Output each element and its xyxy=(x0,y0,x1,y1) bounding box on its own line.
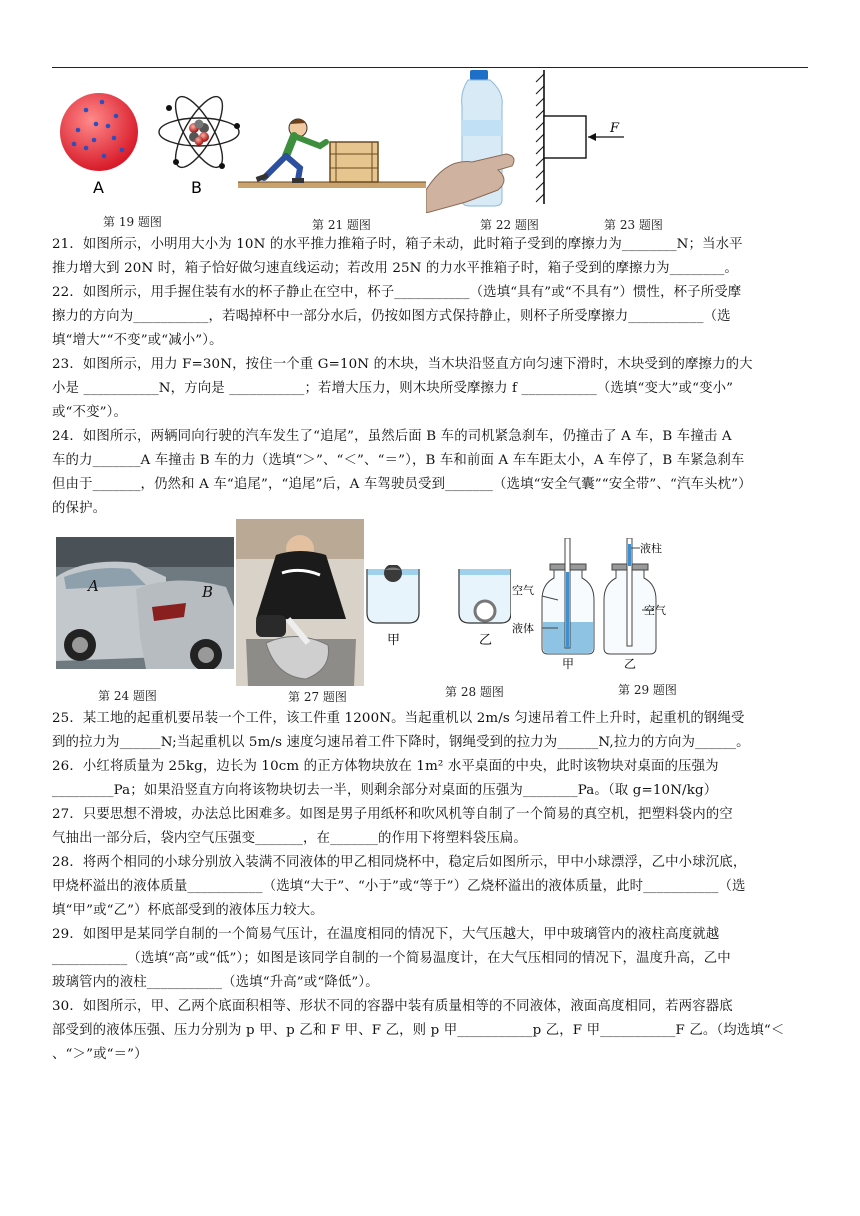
liquid-column-label: 液柱 xyxy=(640,542,662,555)
question-line: 24．如图所示，两辆同向行驶的汽车发生了“追尾”，虽然后面 B 车的司机紧急刹车，仍撞击了 A 车，B 车撞击 A xyxy=(52,429,732,444)
figure-27 xyxy=(236,519,364,686)
question-line: 29．如图甲是某同学自制的一个简易气压计，在温度相同的情况下，大气压越大，甲中玻璃管内的液柱高度就越 xyxy=(52,927,720,942)
question-line: 擦力的方向为___________，若喝掉杯中一部分水后，仍按如图方式保持静止，则杯子所受摩擦力___________（选 xyxy=(52,309,731,324)
homemade-vacuum-machine-photo xyxy=(236,519,364,686)
question-line: 玻璃管内的液柱___________（选填“升高”或“降低”）。 xyxy=(52,975,379,990)
boy-pushing-box-illustration xyxy=(238,108,426,190)
question-line: ___________（选填“高”或“低”）；如图是该同学自制的一个简易温度计，在大气压相同的情况下，温度升高，乙中 xyxy=(52,951,731,966)
figure-29 xyxy=(512,538,668,672)
header-rule xyxy=(52,67,808,68)
question-27 xyxy=(52,803,812,851)
liquid-label: 液体 xyxy=(512,622,534,635)
hand-holding-bottle-photo xyxy=(426,70,534,213)
question-line: 或“不变”）。 xyxy=(52,405,127,420)
question-line: 部受到的液体压强、压力分别为 p 甲、p 乙和 F 甲、F 乙，则 p 甲___________p 乙，F 甲___________F 乙。（均选填“＜ xyxy=(52,1023,785,1038)
caption-22: 第 22 题图 xyxy=(480,218,539,232)
rear-end-collision-photo xyxy=(56,537,234,669)
question-line: 28．将两个相同的小球分别放入装满不同液体的甲乙相同烧杯中，稳定后如图所示，甲中小球漂浮，乙中小球沉底， xyxy=(52,855,747,870)
question-23 xyxy=(52,353,812,425)
figure-19 xyxy=(56,86,246,198)
question-24 xyxy=(52,425,812,521)
barometer-thermometer-bottles-diagram xyxy=(512,538,668,672)
question-line: 25．某工地的起重机要吊装一个工件，该工件重 1200N。当起重机以 2m/s 匀速吊着工件上升时，起重机的钢绳受 xyxy=(52,711,745,726)
question-line: 21．如图所示，小明用大小为 10N 的水平推力推箱子时，箱子未动，此时箱子受到的摩擦力为________N；当水平 xyxy=(52,237,743,252)
beaker-yi-label: 乙 xyxy=(479,633,493,647)
question-line: 、“＞”或“＝”） xyxy=(52,1047,148,1062)
question-30 xyxy=(52,995,812,1067)
question-line: 到的拉力为______N;当起重机以 5m/s 速度匀速吊着工件下降时，钢绳受到的拉力为______N,拉力的方向为______。 xyxy=(52,735,750,750)
question-line: 甲烧杯溢出的液体质量___________（选填“大于”、“小于”或“等于”）乙烧杯溢出的液体质量，此时___________（选 xyxy=(52,879,746,894)
caption-23: 第 23 题图 xyxy=(604,218,663,232)
caption-21: 第 21 题图 xyxy=(312,218,371,232)
question-line: 26．小红将质量为 25kg，边长为 10cm 的正方体物块放在 1m² 水平桌面的中央，此时该物块对桌面的压强为 xyxy=(52,759,719,774)
question-line: 气抽出一部分后，袋内空气压强变_______，在_______的作用下将塑料袋压扁。 xyxy=(52,831,527,846)
question-line: 的保护。 xyxy=(52,501,107,516)
caption-27: 第 27 题图 xyxy=(288,690,347,704)
question-28 xyxy=(52,851,812,923)
question-line: 推力增大到 20N 时，箱子恰好做匀速直线运动；若改用 25N 的力水平推箱子时，箱子受到的摩擦力为________。 xyxy=(52,261,738,276)
air-label-jia: 空气 xyxy=(512,584,534,597)
bottle-jia-label: 甲 xyxy=(562,657,575,671)
atom-models-illustration xyxy=(56,86,246,198)
balls-in-beakers-diagram xyxy=(363,565,511,647)
caption-28: 第 28 题图 xyxy=(445,685,504,699)
question-line: _________Pa；如果沿竖直方向将该物块切去一半，则剩余部分对桌面的压强为________Pa。（取 g=10N/kg） xyxy=(52,783,718,798)
car-a-label: A xyxy=(88,577,99,595)
question-line: 30．如图所示，甲、乙两个底面积相等、形状不同的容器中装有质量相等的不同液体，液面高度相同，若两容器底 xyxy=(52,999,733,1014)
question-line: 22．如图所示，用手握住装有水的杯子静止在空中，杯子___________（选填“具有”或“不具有”）惯性，杯子所受摩 xyxy=(52,285,742,300)
block-pressed-on-wall-diagram xyxy=(534,68,634,208)
bottle-yi-label: 乙 xyxy=(624,657,637,671)
question-line: 填“甲”或“乙”）杯底部受到的液体压力较大。 xyxy=(52,903,324,918)
caption-24: 第 24 题图 xyxy=(98,689,157,703)
question-line: 小是 ___________N，方向是 ___________；若增大压力，则木块所受摩擦力 f ___________（选填“变大”或“变小” xyxy=(52,381,734,396)
figure-21 xyxy=(238,108,426,190)
question-29 xyxy=(52,923,812,995)
car-b-label: B xyxy=(202,583,214,601)
question-26 xyxy=(52,755,812,803)
figure-22 xyxy=(426,70,534,213)
figure-28 xyxy=(363,565,511,647)
question-line: 但由于_______，仍然和 A 车“追尾”，“追尾”后，A 车驾驶员受到_______（选填“安全气囊”“安全带”、“汽车头枕”） xyxy=(52,477,752,492)
air-label-yi: 空气 xyxy=(644,604,666,617)
force-label: F xyxy=(610,121,620,136)
beaker-jia-label: 甲 xyxy=(387,633,401,647)
question-25 xyxy=(52,707,812,755)
figure-23 xyxy=(534,68,634,208)
question-line: 车的力_______A 车撞击 B 车的力（选填“＞”、“＜”、“＝”），B 车和前面 A 车车距太小，A 车停了，B 车紧急刹车 xyxy=(52,453,745,468)
question-line: 27．只要思想不滑坡，办法总比困难多。如图是男子用纸杯和吹风机等自制了一个简易的真空机，把塑料袋内的空 xyxy=(52,807,733,822)
question-22 xyxy=(52,281,812,353)
caption-19: 第 19 题图 xyxy=(103,215,162,229)
question-line: 23．如图所示，用力 F=30N，按住一个重 G=10N 的木块，当木块沿竖直方向匀速下滑时，木块受到的摩擦力的大 xyxy=(52,357,753,372)
label-a: A xyxy=(93,178,104,197)
caption-29: 第 29 题图 xyxy=(618,683,677,697)
figure-24 xyxy=(56,537,234,669)
question-line: 填“增大”“不变”或“减小”）。 xyxy=(52,333,223,348)
label-b: B xyxy=(191,178,202,197)
question-21 xyxy=(52,233,812,281)
